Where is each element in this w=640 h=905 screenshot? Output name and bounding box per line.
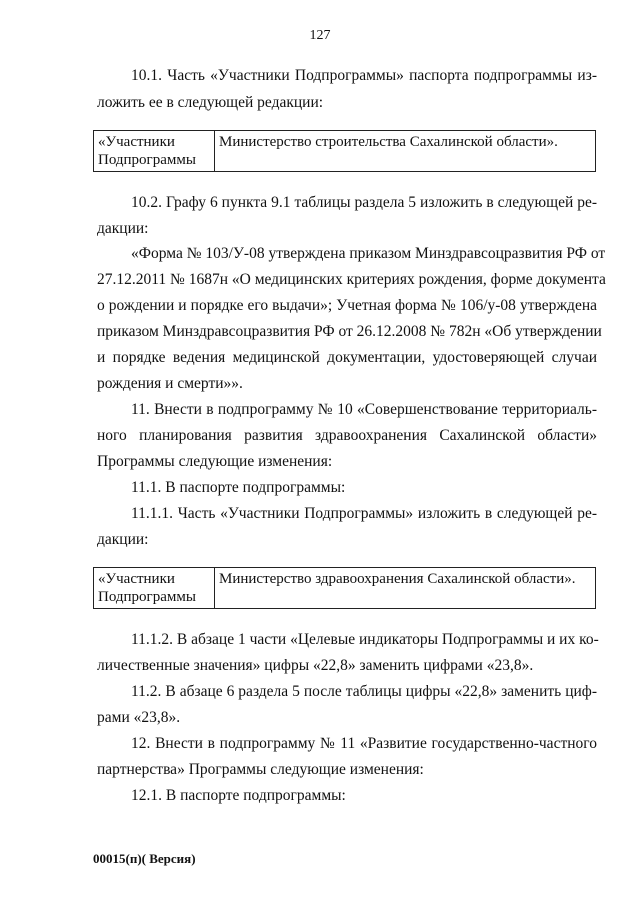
- table-cell-label-line-2: Подпрограммы: [98, 152, 196, 168]
- paragraph-11-line-2: ного планирования развития здравоохранения Сахалинской области»: [97, 427, 597, 444]
- paragraph-10-2-line-1: 10.2. Графу 6 пункта 9.1 таблицы раздела 5 изложить в следующей ре-: [131, 194, 597, 211]
- table-cell-value: Министерство строительства Сахалинской области».: [215, 131, 596, 172]
- paragraph-12-line-1: 12. Внести в подпрограмму № 11 «Развитие государственно-частного: [131, 735, 597, 752]
- paragraph-11-1-line-1: 11.1. В паспорте подпрограммы:: [131, 479, 346, 496]
- participants-table-2: [93, 567, 596, 609]
- paragraph-quote-line-2: 27.12.2011 № 1687н «О медицинских критериях рождения, форме документа: [97, 271, 606, 288]
- paragraph-quote-line-6: рождения и смерти»».: [97, 375, 243, 392]
- table-row: [94, 131, 596, 172]
- participants-table-1: [93, 130, 596, 172]
- table-cell-label: [94, 131, 215, 172]
- page-number: 127: [309, 28, 331, 43]
- table-cell-label: [94, 568, 215, 609]
- paragraph-11-2-line-1: 11.2. В абзаце 6 раздела 5 после таблицы цифры «22,8» заменить циф-: [131, 683, 597, 700]
- document-footer: 00015(п)( Версия): [93, 851, 196, 866]
- table-row: [94, 568, 596, 609]
- paragraph-quote-line-4: приказом Минздравсоцразвития РФ от 26.12.2008 № 782н «Об утверждении: [97, 323, 602, 340]
- paragraph-quote-line-3: о рождении и порядке его выдачи»; Учетная форма № 106/у-08 утверждена: [97, 297, 597, 314]
- paragraph-11-1-2-line-2: личественные значения» цифры «22,8» заменить цифрами «23,8».: [97, 657, 534, 674]
- paragraph-12-1-line-1: 12.1. В паспорте подпрограммы:: [131, 787, 346, 804]
- paragraph-11-1-1-line-2: дакции:: [97, 531, 149, 548]
- paragraph-11-line-3: Программы следующие изменения:: [97, 453, 333, 470]
- paragraph-quote-line-1: «Форма № 103/У-08 утверждена приказом Минздравсоцразвития РФ от: [131, 245, 606, 262]
- table-cell-label-line-1: «Участники: [98, 571, 175, 587]
- table-cell-label-line-2: Подпрограммы: [98, 589, 196, 605]
- paragraph-11-1-2-line-1: 11.1.2. В абзаце 1 части «Целевые индикаторы Подпрограммы и их ко-: [131, 631, 599, 648]
- paragraph-11-2-line-2: рами «23,8».: [97, 709, 181, 726]
- table-cell-value: Министерство здравоохранения Сахалинской области».: [215, 568, 596, 609]
- paragraph-quote-line-5: и порядке ведения медицинской документации, удостоверяющей случаи: [97, 349, 597, 366]
- paragraph-11-1-1-line-1: 11.1.1. Часть «Участники Подпрограммы» изложить в следующей ре-: [131, 505, 597, 522]
- paragraph-11-line-1: 11. Внести в подпрограмму № 10 «Совершенствование территориаль-: [131, 401, 597, 418]
- paragraph-12-line-2: партнерства» Программы следующие изменения:: [97, 761, 424, 778]
- table-cell-label-line-1: «Участники: [98, 134, 175, 150]
- paragraph-10-1-line-2: ложить ее в следующей редакции:: [97, 94, 324, 111]
- paragraph-10-2-line-2: дакции:: [97, 220, 149, 237]
- paragraph-10-1-line-1: 10.1. Часть «Участники Подпрограммы» паспорта подпрограммы из-: [131, 67, 597, 84]
